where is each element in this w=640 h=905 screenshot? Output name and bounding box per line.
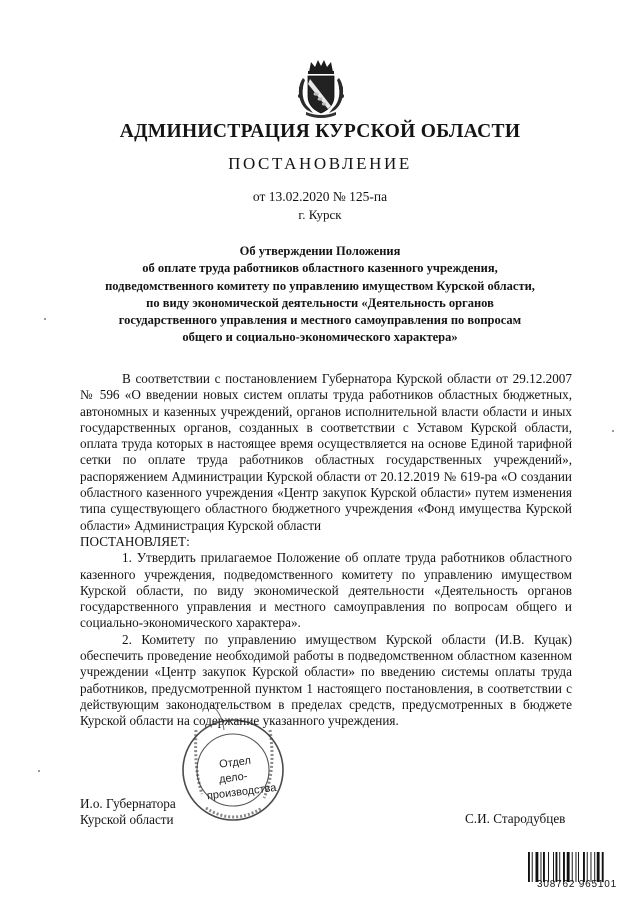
scan-speck bbox=[44, 318, 46, 320]
barcode-bar bbox=[578, 852, 579, 882]
barcode-bar bbox=[591, 852, 592, 882]
document-title bbox=[80, 243, 560, 347]
scan-speck bbox=[38, 770, 40, 772]
title-line: Об утверждении Положения bbox=[239, 244, 401, 258]
barcode-bar bbox=[536, 852, 539, 882]
document-type: ПОСТАНОВЛЕНИЕ bbox=[228, 154, 412, 173]
barcode-bar bbox=[583, 852, 585, 882]
scan-speck bbox=[612, 430, 614, 432]
city: г. Курск bbox=[298, 207, 342, 222]
stamp-text-line: дело- bbox=[218, 770, 249, 786]
title-line: государственного управления и местного самоуправления по вопросам bbox=[118, 313, 522, 328]
signer-name: С.И. Стародубцев bbox=[465, 811, 566, 826]
title-line: подведомственного комитету по управлению имуществом Курской области, bbox=[105, 278, 535, 293]
title-line: общего и социально-экономического характера» bbox=[182, 330, 458, 345]
barcode-bar bbox=[597, 852, 600, 882]
barcode-bar bbox=[553, 852, 554, 882]
title-line: по виду экономической деятельности «Деятельность органов bbox=[146, 295, 494, 310]
barcode-bar bbox=[587, 852, 588, 882]
barcode-bar bbox=[548, 852, 549, 882]
barcode-bar bbox=[567, 852, 570, 882]
date-and-number: от 13.02.2020 № 125-па bbox=[252, 189, 388, 204]
barcode-bar bbox=[543, 852, 545, 882]
barcode-number: 308762 965101 bbox=[537, 879, 617, 890]
office-stamp bbox=[178, 690, 288, 836]
document-body bbox=[80, 371, 572, 730]
barcode bbox=[527, 852, 627, 882]
signer-position-line: И.о. Губернатора bbox=[80, 796, 176, 811]
signature-position bbox=[80, 796, 176, 828]
barcode-bar bbox=[563, 852, 565, 882]
decree-word: ПОСТАНОВЛЯЕТ: bbox=[80, 533, 190, 549]
barcode-bar bbox=[556, 852, 558, 882]
barcode-bar bbox=[576, 852, 577, 882]
title-line: об оплате труда работников областного казенного учреждения, bbox=[142, 261, 498, 276]
signer-position-line: Курской области bbox=[80, 812, 174, 827]
stamp-text-line: Отдел bbox=[218, 754, 252, 771]
item-2-paragraph: 2. Комитету по управлению имуществом Курской области (И.В. Куцак) обеспечить проведение необходимой работы в подведомственном областном казенном учреждении «Центр закупок Курской области» по введению системы оплаты труда работников, предусмотренной пунктом 1 настоящего постановления, в соответствии с действующим законодательством в пределах средств, предусмотренных в бюджете Курской области на содержание указанного учреждения. bbox=[80, 631, 572, 729]
barcode-bar bbox=[528, 852, 530, 882]
barcode-bar bbox=[532, 852, 533, 882]
barcode-bar bbox=[594, 852, 595, 882]
stamp-text-line: производства bbox=[206, 781, 278, 803]
barcode-bar bbox=[602, 852, 604, 882]
barcode-bar bbox=[572, 852, 573, 882]
barcode-bar bbox=[541, 852, 542, 882]
barcode-bar bbox=[559, 852, 560, 882]
organization-name: АДМИНИСТРАЦИЯ КУРСКОЙ ОБЛАСТИ bbox=[119, 121, 521, 142]
item-1-paragraph: 1. Утвердить прилагаемое Положение об оплате труда работников областного казенного учреждения, подведомственного комитету по управлению имуществом Курской области, по виду экономической деятельности «Деятельность органов государственного управления и местного самоуправления по вопросам общего и социально-экономического характера». bbox=[80, 550, 572, 631]
preamble-paragraph: В соответствии с постановлением Губернатора Курской области от 29.12.2007 № 596 «О введении новых систем оплаты труда работников областных бюджетных, автономных и казенных учреждений, органов исполнительной власти области и иных государственных органов, созданных в соответствии с Уставом Курской области, оплата труда которых в настоящее время осуществляется на основе Единой тарифной сетки по оплате труда работников областных государственных учреждений», распоряжением Администрации Курской области от 20.12.2019 № 619-ра «О создании областного казенного учреждения «Центр закупок Курской области» путем изменения типа существующего областного бюджетного учреждения «Фонд имущества Курской области» Администрация Курской области bbox=[80, 371, 572, 533]
coat-of-arms-icon bbox=[293, 58, 349, 118]
